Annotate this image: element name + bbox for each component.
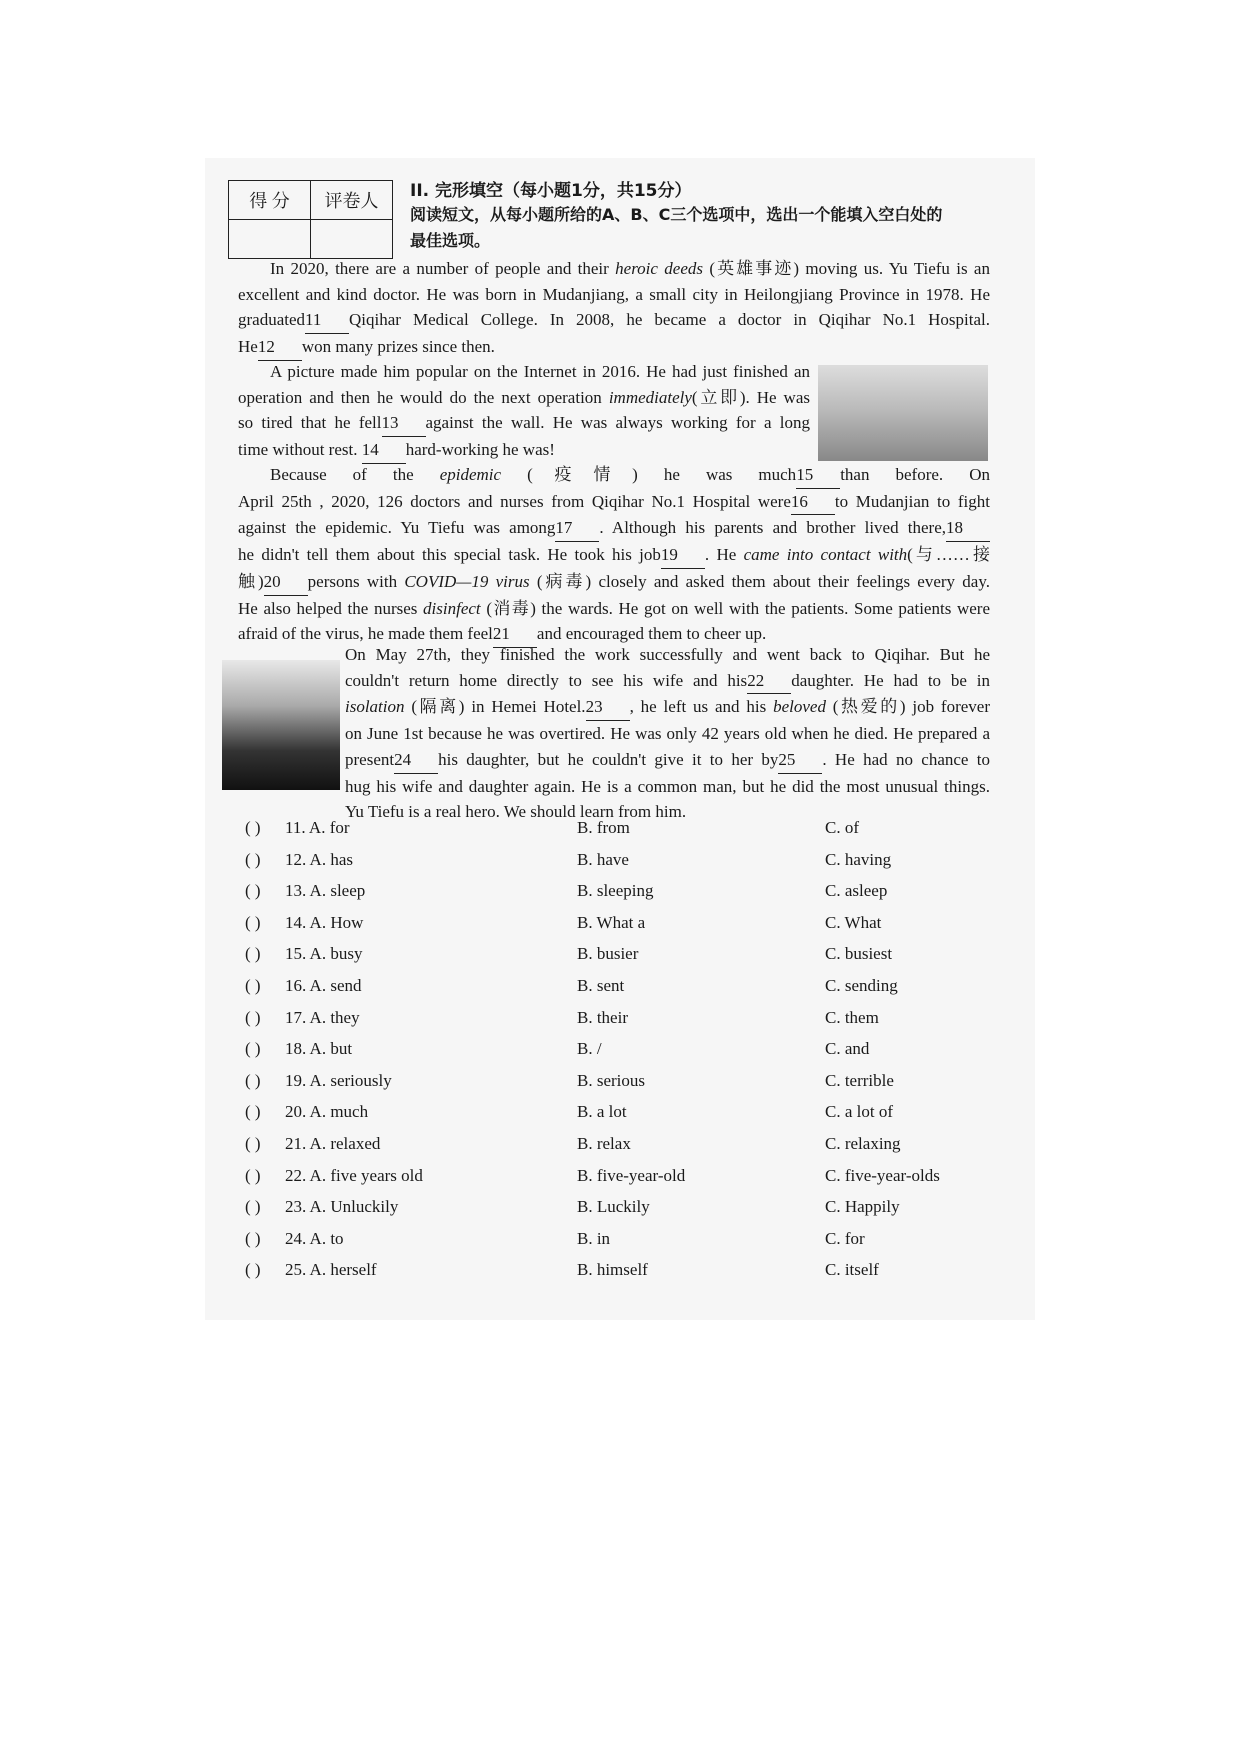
passage-line bbox=[238, 359, 810, 385]
passage-line bbox=[238, 282, 990, 308]
question-row bbox=[245, 1039, 1005, 1071]
passage-text: hard-working he was! bbox=[405, 440, 555, 460]
option-a: 11. A. for bbox=[285, 818, 350, 837]
option-b: B. their bbox=[577, 1007, 628, 1027]
option-b: B. five-year-old bbox=[577, 1165, 686, 1185]
option-a: 20. A. much bbox=[285, 1102, 369, 1122]
passage-line bbox=[238, 334, 990, 361]
question-row bbox=[245, 1102, 1005, 1134]
option-a: 16. A. send bbox=[285, 975, 362, 995]
passage-line bbox=[345, 668, 990, 695]
instructions bbox=[410, 202, 995, 254]
blank-12: 12 bbox=[258, 334, 302, 361]
italic-term: heroic deeds bbox=[615, 259, 703, 278]
option-c: C. busiest bbox=[825, 944, 893, 964]
passage-line bbox=[238, 462, 990, 489]
question-row bbox=[245, 976, 1005, 1008]
answer-parentheses[interactable]: ( ) bbox=[245, 881, 261, 901]
passage-text: than before. On bbox=[840, 465, 990, 484]
passage-text: he didn't tell them about this special task. He took his job bbox=[238, 545, 661, 565]
option-b: B. serious bbox=[577, 1070, 645, 1090]
question-row bbox=[245, 1008, 1005, 1040]
passage-line bbox=[238, 489, 990, 516]
passage-line bbox=[238, 569, 990, 596]
instructions-line-1: 阅读短文，从每小题所给的A、B、C三个选项中，选出一个能填入空白处的 bbox=[410, 205, 943, 224]
section-title: II. 完形填空（每小题1分，共15分） bbox=[410, 181, 692, 201]
score-label: 得 分 bbox=[229, 181, 311, 220]
option-b: B. from bbox=[577, 818, 630, 837]
answer-parentheses[interactable]: ( ) bbox=[245, 1260, 261, 1280]
answer-parentheses[interactable]: ( ) bbox=[245, 1070, 261, 1090]
passage-line bbox=[345, 774, 990, 800]
passage-text: (与……接 bbox=[907, 545, 990, 565]
option-b: B. What a bbox=[577, 912, 646, 932]
option-a: 15. A. busy bbox=[285, 944, 363, 964]
question-row bbox=[245, 850, 1005, 882]
passage-text: persons with bbox=[307, 571, 405, 591]
passage-text: against the wall. He was always working for a long bbox=[425, 413, 810, 433]
passage-line bbox=[238, 307, 990, 334]
passage-line bbox=[238, 596, 990, 622]
answer-parentheses[interactable]: ( ) bbox=[245, 1007, 261, 1027]
option-b: B. in bbox=[577, 1228, 611, 1248]
blank-14: 14 bbox=[362, 437, 406, 464]
paragraph-2 bbox=[238, 359, 810, 464]
question-row bbox=[245, 1229, 1005, 1261]
option-a: 22. A. five years old bbox=[285, 1165, 423, 1185]
passage-text: (消毒) the wards. He got on well with the patients. Some patients were bbox=[480, 598, 990, 618]
passage-text: He also helped the nurses bbox=[238, 598, 424, 618]
option-b: B. sleeping bbox=[577, 881, 654, 901]
blank-20: 20 bbox=[264, 569, 308, 596]
italic-term: came into contact with bbox=[743, 545, 908, 565]
option-c: C. of bbox=[825, 818, 859, 837]
answer-parentheses[interactable]: ( ) bbox=[245, 975, 261, 995]
option-b: B. sent bbox=[577, 975, 625, 995]
question-row bbox=[245, 1166, 1005, 1198]
option-b: B. a lot bbox=[577, 1102, 627, 1122]
question-row bbox=[245, 913, 1005, 945]
passage-text: excellent and kind doctor. He was born in Mudanjiang, a small city in Heilongjiang Province in 1978. He bbox=[238, 284, 990, 304]
question-row bbox=[245, 881, 1005, 913]
passage-text: present bbox=[345, 749, 395, 769]
option-a: 13. A. sleep bbox=[285, 881, 366, 901]
passage-text: Qiqihar Medical College. In 2008, he became a doctor in Qiqihar No.1 Hospital. bbox=[349, 310, 990, 330]
passage-text: (病毒) closely and asked them about their feelings every day. bbox=[529, 571, 990, 591]
blank-23: 23 bbox=[586, 694, 630, 721]
option-c: C. a lot of bbox=[825, 1102, 893, 1122]
option-a: 23. A. Unluckily bbox=[285, 1197, 399, 1217]
italic-term: immediately bbox=[608, 387, 692, 407]
passage-text: won many prizes since then. bbox=[301, 337, 495, 357]
blank-25: 25 bbox=[778, 747, 822, 774]
passage-line bbox=[238, 256, 990, 282]
question-row bbox=[245, 1071, 1005, 1103]
passage-text: (热爱的) job forever bbox=[825, 697, 990, 717]
passage-text: In 2020, there are a number of people and their bbox=[270, 259, 616, 278]
blank-16: 16 bbox=[791, 489, 835, 516]
option-b: B. / bbox=[577, 1039, 602, 1059]
passage-line bbox=[238, 410, 810, 437]
passage-text: Yu Tiefu is a real hero. We should learn from him. bbox=[345, 802, 687, 822]
italic-term: isolation bbox=[345, 697, 405, 717]
answer-parentheses[interactable]: ( ) bbox=[245, 818, 261, 837]
passage-text: afraid of the virus, he made them feel bbox=[238, 624, 493, 644]
option-a: 12. A. has bbox=[285, 849, 353, 869]
blank-21: 21 bbox=[493, 621, 537, 648]
passage-text: . He bbox=[704, 545, 744, 565]
option-c: C. itself bbox=[825, 1260, 879, 1280]
option-b: B. busier bbox=[577, 944, 639, 964]
blank-18: 18 bbox=[946, 515, 990, 542]
italic-term: epidemic bbox=[439, 465, 502, 484]
option-a: 17. A. they bbox=[285, 1007, 360, 1027]
grader-cell[interactable] bbox=[311, 220, 393, 259]
passage-text: 触) bbox=[238, 571, 264, 591]
option-c: C. having bbox=[825, 849, 892, 869]
passage-text: (隔离) in Hemei Hotel. bbox=[404, 697, 586, 717]
passage-text: . Although his parents and brother lived there, bbox=[599, 518, 946, 538]
option-a: 18. A. but bbox=[285, 1039, 353, 1059]
passage-line bbox=[238, 542, 990, 569]
passage-text: He bbox=[238, 337, 258, 357]
option-c: C. for bbox=[825, 1228, 865, 1248]
passage-line bbox=[238, 515, 990, 542]
passage-text: (英雄事迹) moving us. Yu Tiefu is an bbox=[703, 259, 990, 278]
option-a: 24. A. to bbox=[285, 1228, 344, 1248]
question-row bbox=[245, 1134, 1005, 1166]
answer-parentheses[interactable]: ( ) bbox=[245, 1228, 261, 1248]
option-a: 25. A. herself bbox=[285, 1260, 377, 1280]
answer-parentheses[interactable]: ( ) bbox=[245, 1039, 261, 1059]
paragraph-1 bbox=[238, 256, 990, 361]
passage-text: (疫情) he was much bbox=[501, 465, 797, 484]
question-row bbox=[245, 1260, 1005, 1292]
option-c: C. Happily bbox=[825, 1197, 900, 1217]
score-table bbox=[228, 180, 393, 259]
passage-text: couldn't return home directly to see his wife and his bbox=[345, 670, 748, 690]
option-c: C. relaxing bbox=[825, 1133, 901, 1153]
option-c: C. sending bbox=[825, 975, 898, 995]
passage-line bbox=[238, 437, 810, 464]
blank-13: 13 bbox=[382, 410, 426, 437]
question-row bbox=[245, 944, 1005, 976]
option-b: B. himself bbox=[577, 1260, 648, 1280]
options-list bbox=[245, 818, 1005, 1292]
italic-term: disinfect bbox=[423, 598, 481, 618]
passage-text: operation and then he would do the next operation bbox=[238, 387, 609, 407]
doctor-portrait-photo bbox=[222, 660, 340, 790]
passage-text: and encouraged them to cheer up. bbox=[536, 624, 767, 644]
blank-19: 19 bbox=[661, 542, 705, 569]
option-c: C. and bbox=[825, 1039, 870, 1059]
option-c: C. them bbox=[825, 1007, 879, 1027]
option-b: B. relax bbox=[577, 1133, 631, 1153]
passage-text: graduated bbox=[238, 310, 306, 330]
score-cell[interactable] bbox=[229, 220, 311, 259]
option-a: 14. A. How bbox=[285, 912, 364, 932]
answer-parentheses[interactable]: ( ) bbox=[245, 912, 261, 932]
passage-text: , he left us and his bbox=[629, 697, 774, 717]
blank-15: 15 bbox=[796, 462, 840, 489]
passage-text: (立即). He was bbox=[691, 387, 810, 407]
passage-line bbox=[345, 642, 990, 668]
answer-parentheses[interactable]: ( ) bbox=[245, 849, 261, 869]
answer-parentheses[interactable]: ( ) bbox=[245, 1165, 261, 1185]
option-b: B. have bbox=[577, 849, 629, 869]
blank-22: 22 bbox=[747, 668, 791, 695]
option-c: C. What bbox=[825, 912, 882, 932]
italic-term: COVID—19 virus bbox=[404, 571, 530, 591]
answer-parentheses[interactable]: ( ) bbox=[245, 1102, 261, 1122]
passage-text: his daughter, but he couldn't give it to her by bbox=[438, 749, 779, 769]
answer-parentheses[interactable]: ( ) bbox=[245, 1133, 261, 1153]
passage-text: so tired that he fell bbox=[238, 413, 382, 433]
option-b: B. Luckily bbox=[577, 1197, 650, 1217]
passage-text: April 25th , 2020, 126 doctors and nurses from Qiqihar No.1 Hospital were bbox=[238, 491, 791, 511]
doctor-resting-photo bbox=[818, 365, 988, 461]
option-a: 19. A. seriously bbox=[285, 1070, 392, 1090]
passage-line bbox=[238, 385, 810, 411]
grader-label: 评卷人 bbox=[311, 181, 393, 220]
passage-text: against the epidemic. Yu Tiefu was among bbox=[238, 518, 556, 538]
answer-parentheses[interactable]: ( ) bbox=[245, 1197, 261, 1217]
passage-text: daughter. He had to be in bbox=[791, 670, 990, 690]
blank-17: 17 bbox=[555, 515, 599, 542]
paragraph-3 bbox=[238, 462, 990, 648]
passage-text: A picture made him popular on the Internet in 2016. He had just finished an bbox=[270, 362, 810, 381]
italic-term: beloved bbox=[773, 697, 826, 717]
option-c: C. five-year-olds bbox=[825, 1165, 940, 1185]
blank-11: 11 bbox=[305, 307, 349, 334]
question-row bbox=[245, 1197, 1005, 1229]
question-row bbox=[245, 818, 1005, 850]
passage-text: to Mudanjian to fight bbox=[834, 491, 990, 511]
passage-text: on June 1st because he was overtired. He was only 42 years old when he died. He prepared a bbox=[345, 724, 990, 744]
passage-line bbox=[345, 721, 990, 747]
option-c: C. terrible bbox=[825, 1070, 894, 1090]
passage-text: hug his wife and daughter again. He is a common man, but he did the most unusual things. bbox=[345, 776, 990, 796]
option-c: C. asleep bbox=[825, 881, 888, 901]
passage-text: Because of the bbox=[270, 465, 440, 484]
passage-text: On May 27th, they finished the work successfully and went back to Qiqihar. But he bbox=[345, 645, 990, 664]
passage-text: . He had no chance to bbox=[822, 749, 990, 769]
blank-24: 24 bbox=[394, 747, 438, 774]
passage-text: time without rest. bbox=[238, 440, 362, 460]
passage-line bbox=[345, 694, 990, 721]
paragraph-4 bbox=[345, 642, 990, 825]
passage-line bbox=[345, 747, 990, 774]
instructions-line-2: 最佳选项。 bbox=[410, 231, 491, 250]
answer-parentheses[interactable]: ( ) bbox=[245, 944, 261, 964]
option-a: 21. A. relaxed bbox=[285, 1133, 381, 1153]
